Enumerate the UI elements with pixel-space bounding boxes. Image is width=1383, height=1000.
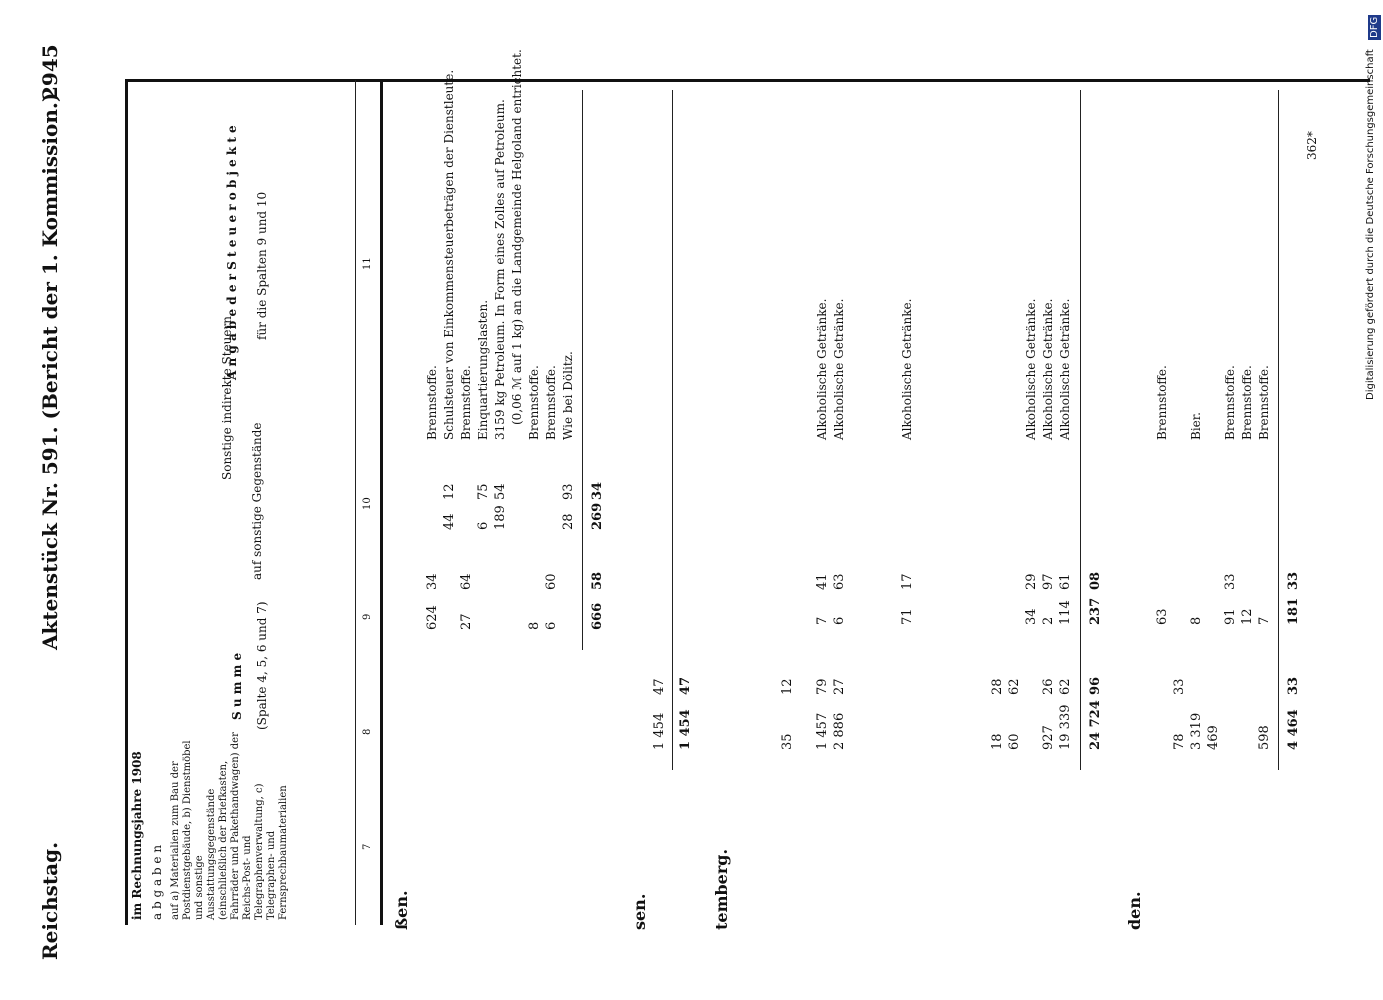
col-number-11: 11 (362, 257, 373, 270)
total-c8: 24 724 (1088, 700, 1103, 750)
cell-c9p: 60 (544, 573, 559, 590)
dfg-badge: DFG (1369, 16, 1380, 38)
total-c9: 237 (1088, 597, 1103, 625)
cell-c8: 598 (1257, 725, 1272, 750)
cell-c8p: 62 (1007, 678, 1022, 695)
cell-c9: 624 (425, 605, 440, 630)
total-rule (582, 90, 583, 650)
cell-c9: 2 (1041, 616, 1056, 625)
cell-c9: 27 (459, 613, 474, 630)
cell-c9p: 61 (1058, 573, 1073, 590)
col11-sub: für die Spalten 9 und 10 (255, 191, 269, 340)
cell-c9: 6 (544, 621, 559, 630)
cell-c9p: 64 (459, 573, 474, 590)
cell-c8p: 27 (832, 678, 847, 695)
note: Alkoholische Getränke. (1024, 298, 1038, 440)
cell-c8p: 12 (780, 678, 795, 695)
cell-c8p: 26 (1041, 678, 1056, 695)
cell-c8: 18 (990, 733, 1005, 750)
year-label: im Rechnungsjahre 1908 (130, 751, 144, 920)
note: Alkoholische Getränke. (900, 298, 914, 440)
cell-c10p: 75 (476, 483, 491, 500)
cell-c9p: 63 (832, 573, 847, 590)
total-rule (1080, 90, 1081, 770)
cell-c9p: 29 (1024, 573, 1039, 590)
total-c8p: 96 (1088, 676, 1103, 695)
total-c9p: 08 (1088, 571, 1103, 590)
cell-c9: 7 (815, 616, 830, 625)
cell-c9: 8 (527, 621, 542, 630)
note: Bier. (1189, 412, 1203, 440)
note: Brennstoffe. (1240, 365, 1254, 440)
note: Wie bei Dölitz. (561, 351, 575, 440)
cell-c9p: 97 (1041, 573, 1056, 590)
cell-c8p: 47 (652, 678, 667, 695)
units-rule (355, 80, 356, 925)
cell-c9p: 34 (425, 573, 440, 590)
cell-c9: 7 (1257, 616, 1272, 625)
total-c9: 666 (590, 602, 605, 630)
total-c9p: 33 (1286, 571, 1301, 590)
note: Alkoholische Getränke. (815, 298, 829, 440)
cell-c9: 8 (1189, 616, 1204, 625)
col-number-10: 10 (362, 497, 373, 510)
cell-c9: 12 (1240, 608, 1255, 625)
cell-c9: 63 (1155, 608, 1170, 625)
cell-c8: 60 (1007, 733, 1022, 750)
table-right-rule (125, 79, 1370, 82)
cell-c10: 6 (476, 521, 491, 530)
cell-c9: 71 (900, 608, 915, 625)
header-left: Reichstag. (38, 841, 62, 960)
cell-c8: 469 (1206, 725, 1221, 750)
col-number-7: 7 (362, 843, 373, 850)
section-title: ßen. (392, 890, 411, 930)
cell-c9p: 41 (815, 573, 830, 590)
note: Brennstoffe. (425, 365, 439, 440)
col-number-8: 8 (362, 728, 373, 735)
cell-c9: 6 (832, 616, 847, 625)
col8-title: S u m m e (230, 652, 244, 720)
total-c8p: 33 (1286, 676, 1301, 695)
note: Brennstoffe. (527, 365, 541, 440)
cell-c10p: 12 (442, 483, 457, 500)
note: (0,06 ℳ auf 1 kg) an die Landgemeinde Helgoland entrichtet. (510, 49, 524, 425)
cell-c10: 189 (493, 505, 508, 530)
table-top-rule (125, 80, 128, 925)
cell-c8: 3 319 (1189, 712, 1204, 750)
note: Alkoholische Getränke. (1041, 298, 1055, 440)
total-rule (1278, 90, 1279, 770)
cell-c8: 1 454 (652, 712, 667, 750)
cell-c9p: 33 (1223, 573, 1238, 590)
note: Brennstoffe. (1257, 365, 1271, 440)
col11-title: A n g a b e d e r S t e u e r o b j e k t e (225, 125, 239, 380)
dfg-logo (1362, 15, 1381, 40)
section-title: sen. (630, 893, 649, 930)
cell-c8: 2 886 (832, 712, 847, 750)
total-c10: 269 (590, 502, 605, 530)
cell-c9: 34 (1024, 608, 1039, 625)
total-c9p: 58 (590, 571, 605, 590)
col-number-9: 9 (362, 613, 373, 620)
cell-c8: 78 (1172, 733, 1187, 750)
page-number: 2945 (38, 44, 62, 100)
total-c8p: 47 (678, 676, 693, 695)
col8-sub: (Spalte 4, 5, 6 und 7) (255, 601, 269, 730)
cell-c10p: 93 (561, 483, 576, 500)
total-rule (672, 90, 673, 770)
note: Alkoholische Getränke. (832, 298, 846, 440)
dfg-credit: Digitalisierung gefördert durch die Deutsche Forschungsgemeinschaft (1365, 49, 1376, 400)
section-title: temberg. (712, 848, 731, 930)
header-bottom-rule (380, 80, 383, 925)
cell-c8: 1 457 (815, 712, 830, 750)
page-star-number: 362* (1305, 131, 1319, 160)
cell-c8p: 79 (815, 678, 830, 695)
note: Einquartierungslasten. (476, 299, 490, 440)
header-center: Aktenstück Nr. 591. (Bericht der 1. Kommission.) (38, 92, 62, 650)
total-c9: 181 (1286, 597, 1301, 625)
note: Schulsteuer von Einkommensteuerbeträgen der Dienstleute. (442, 69, 456, 440)
col10-title: Sonstige indirekte Steuern (220, 316, 234, 480)
cell-c8p: 33 (1172, 678, 1187, 695)
note: Brennstoffe. (1155, 365, 1169, 440)
cell-c8p: 62 (1058, 678, 1073, 695)
cell-c8: 927 (1041, 725, 1056, 750)
note: 3159 kg Petroleum. In Form eines Zolles auf Petroleum. (493, 99, 507, 440)
total-c8: 1 454 (678, 709, 693, 750)
col9-title: auf sonstige Gegenstände (250, 422, 264, 580)
cell-c9: 114 (1058, 600, 1073, 625)
cell-c9: 91 (1223, 608, 1238, 625)
col7-heading: auf a) Materialien zum Bau der Postdienstgebäude, b) Dienstmöbel und sonstige Ausstattungsgegenstände (einschließlich der Briefkasten, Fahrräder und Pakethandwagen) der Reichs-Post- und Telegraphenverwaltung, c) Telegraphen- und Fernsprechbaumaterialien (170, 732, 289, 920)
cell-c10: 28 (561, 513, 576, 530)
cell-c8: 19 339 (1058, 704, 1073, 750)
note: Brennstoffe. (544, 365, 558, 440)
note: Alkoholische Getränke. (1058, 298, 1072, 440)
note: Brennstoffe. (1223, 365, 1237, 440)
abgaben-label: a b g a b e n (150, 844, 164, 920)
cell-c8p: 28 (990, 678, 1005, 695)
note: Brennstoffe. (459, 365, 473, 440)
cell-c10p: 54 (493, 483, 508, 500)
total-c10p: 34 (590, 481, 605, 500)
section-title: den. (1125, 891, 1144, 930)
cell-c10: 44 (442, 513, 457, 530)
total-c8: 4 464 (1286, 709, 1301, 750)
cell-c8: 35 (780, 733, 795, 750)
cell-c9p: 17 (900, 573, 915, 590)
